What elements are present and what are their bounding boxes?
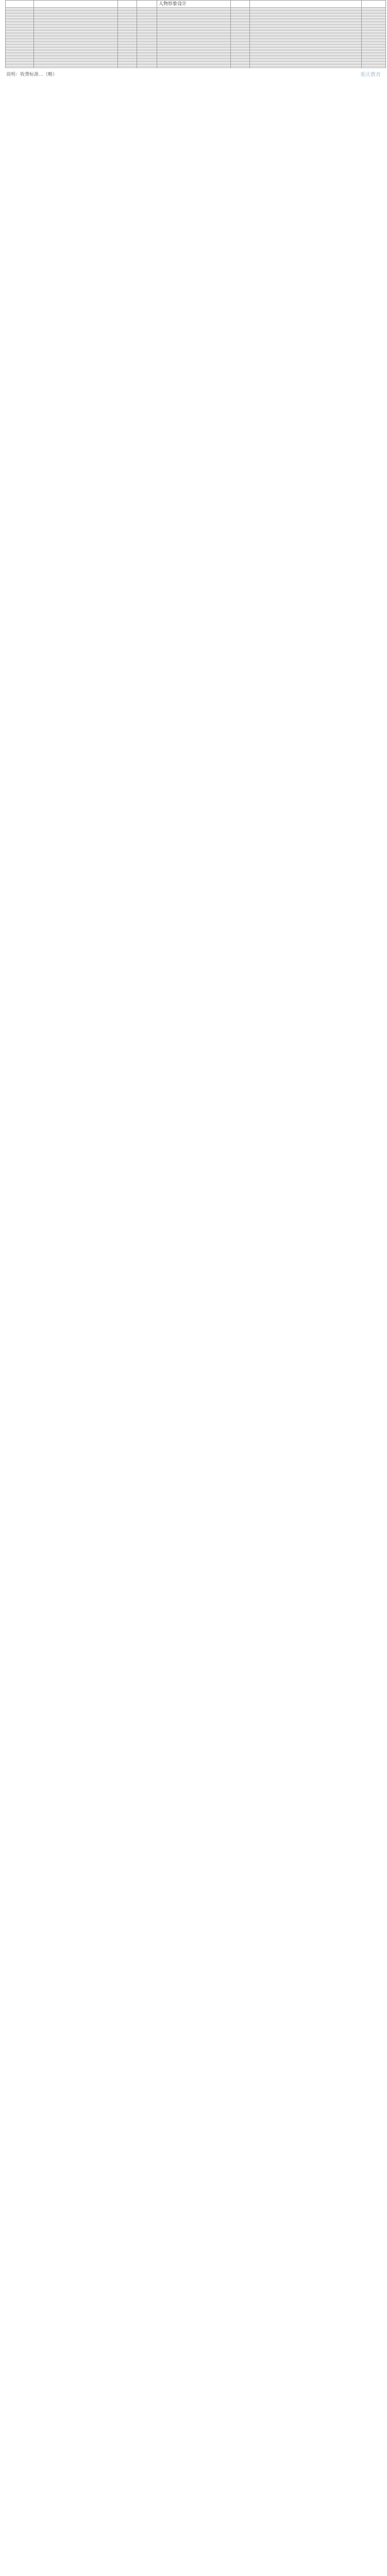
major-name-cell xyxy=(157,66,231,68)
fee-cell xyxy=(362,66,386,68)
school-name-cell xyxy=(34,1,118,8)
school-code-cell xyxy=(6,66,34,68)
major-code-cell xyxy=(137,1,157,8)
major-plan-cell xyxy=(231,1,250,8)
school-name-cell xyxy=(34,66,118,68)
major-note-cell xyxy=(250,66,362,68)
school-code-cell xyxy=(6,1,34,8)
table-body xyxy=(6,1,386,68)
admission-plan-table-container xyxy=(5,0,382,68)
table-row xyxy=(6,1,386,8)
major-name-cell: 人物形象设计 xyxy=(157,1,231,8)
admission-plan-table xyxy=(5,0,386,68)
table-footer xyxy=(5,69,382,79)
watermark-text: 重庆教育 xyxy=(360,72,381,78)
major-code-cell xyxy=(137,66,157,68)
fee-cell xyxy=(362,1,386,8)
table-row xyxy=(6,66,386,68)
major-plan-cell xyxy=(231,66,250,68)
school-plan-cell xyxy=(118,1,137,8)
major-note-cell xyxy=(250,1,362,8)
school-plan-cell xyxy=(118,66,137,68)
footer-note: 说明：收费标准…（略） xyxy=(6,72,58,77)
